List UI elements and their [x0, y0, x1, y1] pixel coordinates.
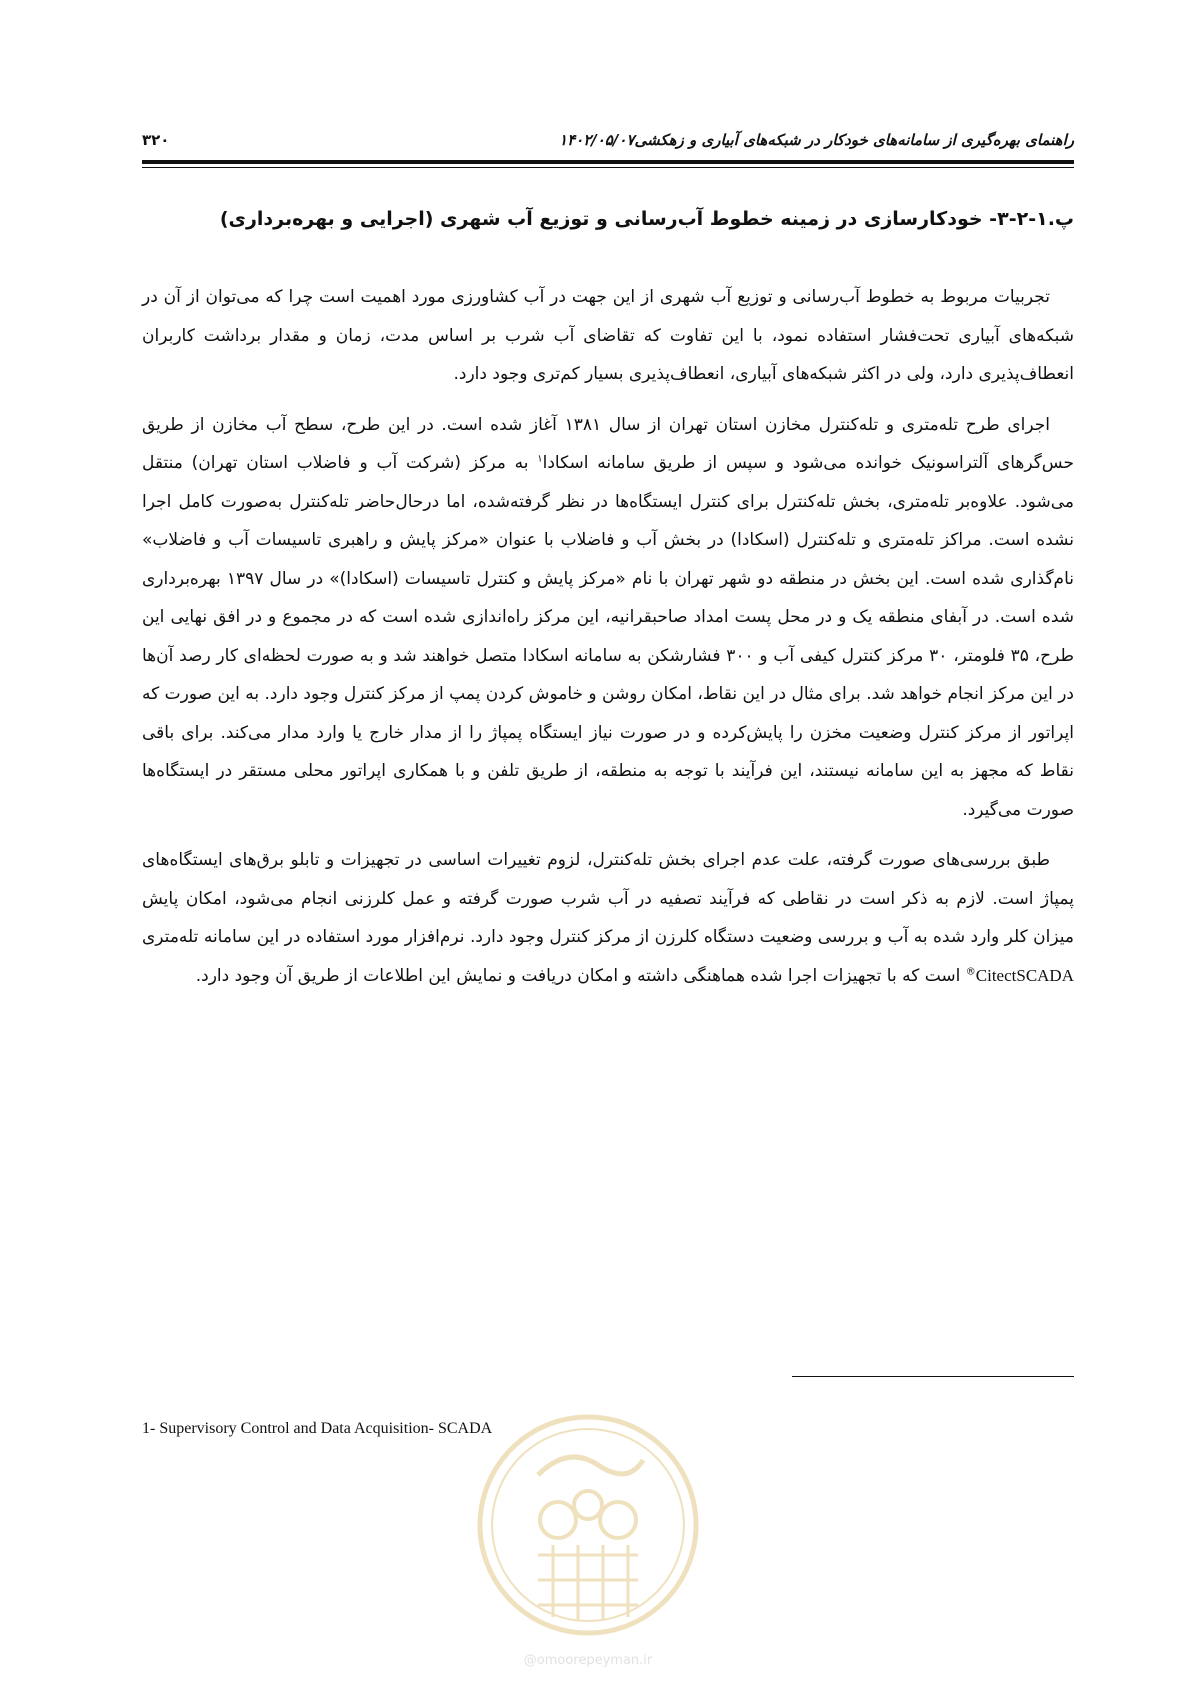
footnote-marker[interactable]: ۱ [537, 453, 543, 465]
section-heading: پ.۱-۲-۳- خودکارسازی در زمینه خطوط آب‌رسانی و توزیع آب شهری (اجرایی و بهره‌برداری) [219, 208, 1074, 230]
paragraph-1: تجربیات مربوط به خطوط آب‌رسانی و توزیع آب شهری از این جهت در آب کشاورزی مورد اهمیت است چرا که می‌توان از آن در شبکه‌های آبیاری تحت‌فشار استفاده نمود، با این تفاوت که تقاضای آب شرب بر اساس مدت، زمان و مقدار برداشت کاربران انعطاف‌پذیری دارد، ولی در اکثر شبکه‌های آبیاری، انعطاف‌پذیری بسیار کم‌تری وجود دارد. [142, 287, 1074, 384]
running-title-text: راهنمای بهره‌گیری از سامانه‌های خودکار در شبکه‌های آبیاری و زهکشی [634, 131, 1074, 149]
paragraph-2-part-2: به مرکز (شرکت آب و فاضلاب استان تهران) منتقل می‌شود. علاوه‌بر تله‌متری، بخش تله‌کنترل برای کنترل ایستگاه‌ها در نظر گرفته‌شده، اما درحال‌حاضر تله‌کنترل به‌صورت کامل اجرا نشده است. مراکز تله‌متری و تله‌کنترل (اسکادا) در بخش آب و فاضلاب با عنوان «مرکز پایش و راهبری تاسیسات آب و فاضلاب» نام‌گذاری شده است. این بخش در منطقه دو شهر تهران با نام «مرکز پایش و کنترل تاسیسات (اسکادا)» در سال ۱۳۹۷ بهره‌برداری شده است. در آبفای منطقه یک و در محل پست امداد صاحبقرانیه، این مرکز راه‌اندازی شده است که در مجموع و در افق نهایی این طرح، ۳۵ فلومتر، ۳۰ مرکز کنترل کیفی آب و ۳۰۰ فشارشکن به سامانه اسکادا متصل خواهند شد و به صورت لحظه‌ای کار رصد آن‌ها در این مرکز انجام خواهد شد. برای مثال در این نقاط، امکان روشن و خاموش کردن پمپ از مرکز کنترل وجود دارد. به این صورت که اپراتور از مرکز کنترل وضعیت مخزن را پایش‌کرده و در صورت نیاز ایستگاه پمپاژ را از مدار خارج یا وارد مدار می‌کند. برای باقی نقاط که مجهز به این سامانه نیستند، این فرآیند با توجه به منطقه، از طریق تلفن و با همکاری اپراتور محلی مستقر در ایستگاه‌ها صورت می‌گیرد. [142, 453, 1074, 820]
footnote-rule [792, 1376, 1074, 1377]
paragraph-2 [142, 406, 1074, 830]
paragraph-3 [142, 841, 1074, 995]
running-title [531, 131, 1074, 149]
page-number: ۳۲۰ [142, 131, 170, 149]
paragraph-3-part-1: طبق بررسی‌های صورت گرفته، علت عدم اجرای بخش تله‌کنترل، لزوم تغییرات اساسی در تجهیزات و تابلو برق‌های ایستگاه‌های پمپاژ است. لازم به ذکر است در نقاطی که فرآیند تصفیه در آب شرب صورت گرفته و عمل کلرزنی انجام می‌شود، امکان پایش میزان کلر وارد شده به آب و بررسی وضعیت دستگاه کلرزن از مرکز کنترل وجود دارد. نرم‌افزار مورد استفاده در این سامانه تله‌متری [142, 850, 1074, 947]
watermark-url: @omoorepeyman.ir [523, 1653, 653, 1668]
watermark [468, 1405, 708, 1675]
product-name: CitectSCADA [975, 965, 1074, 985]
running-date: ۱۴۰۲/۰۵/۰۷ [559, 131, 635, 149]
paragraph-3-part-2: است که با تجهیزات اجرا شده هماهنگی داشته و امکان دریافت و نمایش این اطلاعات از طریق آن وجود دارد. [195, 965, 966, 986]
body-text [142, 278, 1074, 1007]
header-rule-thin [142, 167, 1074, 168]
paragraph-2-part-1: اجرای طرح تله‌متری و تله‌کنترل مخازن استان تهران از سال ۱۳۸۱ آغاز شده است. در این طرح، سطح آب مخازن از طریق حس‌گرهای آلتراسونیک خوانده می‌شود و سپس از طریق سامانه اسکادا [142, 414, 1074, 473]
header-rule-thick [142, 160, 1074, 164]
footnote: 1- Supervisory Control and Data Acquisition- SCADA [142, 1420, 493, 1437]
page-header [142, 128, 1074, 152]
seal-logo-icon [468, 1405, 708, 1645]
registered-mark: ® [965, 965, 976, 977]
